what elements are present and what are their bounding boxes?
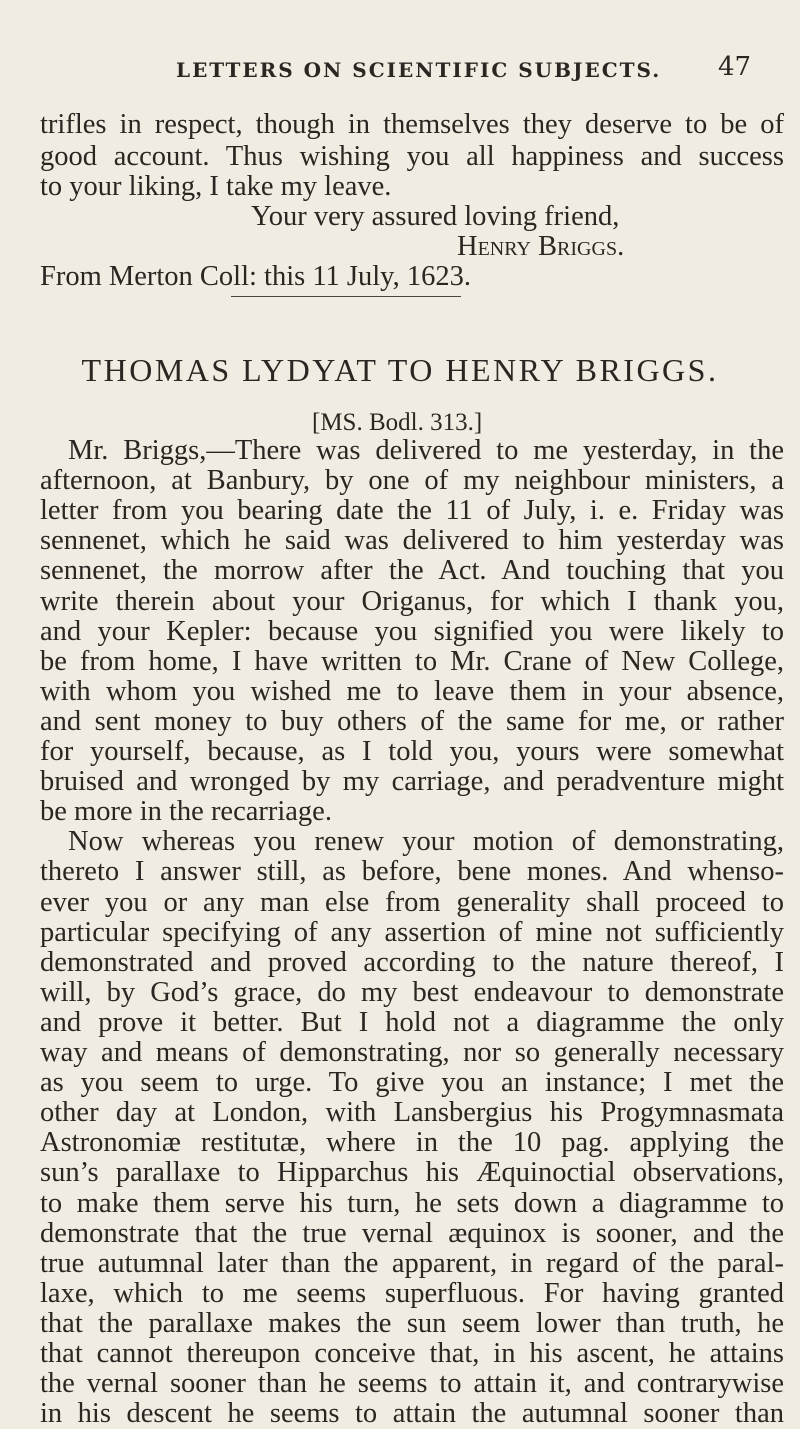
body-line: bruised and wronged by my carriage, and peradventure might [40, 766, 784, 798]
signature: Henry Briggs. [457, 231, 625, 262]
body-line: other day at London, with Lansbergius his Progymnasmata [40, 1097, 784, 1129]
closing-line: to your liking, I take my leave. [40, 171, 392, 202]
body-line: ever you or any man else from generality shall proceed to [40, 886, 784, 918]
running-head [0, 52, 800, 82]
body-line: will, by God’s grace, do my best endeavour to demonstrate [40, 976, 784, 1008]
body-line: as you seem to urge. To give you an instance; I met the [40, 1067, 784, 1099]
body-line: afternoon, at Banbury, by one of my neighbour ministers, a [40, 465, 784, 497]
body-line: sennenet, the morrow after the Act. And touching that you [40, 555, 784, 587]
body-line: demonstrated and proved according to the nature thereof, I [40, 946, 784, 978]
body-line: that the parallaxe makes the sun seem lower than truth, he [40, 1307, 784, 1339]
body-line: sun’s parallaxe to Hipparchus his Æquinoctial observations, [40, 1157, 784, 1189]
body-line: Now whereas you renew your motion of demonstrating, [68, 826, 784, 858]
letter-title: THOMAS LYDYAT TO HENRY BRIGGS. [81, 352, 719, 388]
body-line: be from home, I have written to Mr. Crane of New College, [40, 645, 784, 677]
body-line: demonstrate that the true vernal æquinox is sooner, and the [40, 1217, 784, 1249]
body-line: and prove it better. But I hold not a diagramme the only [40, 1006, 784, 1038]
body-line: that cannot thereupon conceive that, in his ascent, he attains [40, 1338, 784, 1369]
body-line: Mr. Briggs,—There was delivered to me yesterday, in the [68, 435, 784, 466]
body-line: with whom you wished me to leave them in your absence, [40, 675, 784, 707]
manuscript-reference: [MS. Bodl. 313.] [312, 409, 483, 436]
valediction: Your very assured loving friend, [251, 201, 620, 232]
body-line: true autumnal later than the apparent, in regard of the paral- [40, 1247, 784, 1279]
body-line: thereto I answer still, as before, bene mones. And whenso- [40, 856, 784, 888]
body-line: Astronomiæ restitutæ, where in the 10 pag. applying the [40, 1127, 784, 1159]
running-title: LETTERS ON SCIENTIFIC SUBJECTS. [176, 58, 662, 82]
section-divider [231, 296, 461, 297]
body-line: letter from you bearing date the 11 of July, i. e. Friday was [40, 495, 784, 527]
closing-line: trifles in respect, though in themselves they deserve to be of [40, 109, 784, 140]
body-line: the vernal sooner than he seems to attain it, and contrarywise [40, 1368, 784, 1400]
body-line: and your Kepler: because you signified you were likely to [40, 615, 784, 647]
closing-line: good account. Thus wishing you all happiness and success [40, 141, 784, 172]
body-line: write therein about your Origanus, for which I thank you, [40, 585, 784, 617]
body-line: to make them serve his turn, he sets down a diagramme to [40, 1187, 784, 1219]
body-line: way and means of demonstrating, nor so generally necessary [40, 1037, 784, 1068]
body-line: be more in the recarriage. [40, 796, 332, 828]
body-line: laxe, which to me seems superfluous. For having granted [40, 1277, 784, 1309]
body-line: for yourself, because, as I told you, yours were somewhat [40, 736, 784, 767]
body-line: in his descent he seems to attain the autumnal sooner than [40, 1398, 784, 1429]
page-number: 47 [718, 52, 752, 82]
body-line: sennenet, which he said was delivered to him yesterday was [40, 525, 784, 557]
dateline: From Merton Coll: this 11 July, 1623. [40, 261, 471, 292]
body-line: and sent money to buy others of the same for me, or rather [40, 705, 784, 737]
body-line: particular specifying of any assertion of mine not sufficiently [40, 916, 784, 948]
